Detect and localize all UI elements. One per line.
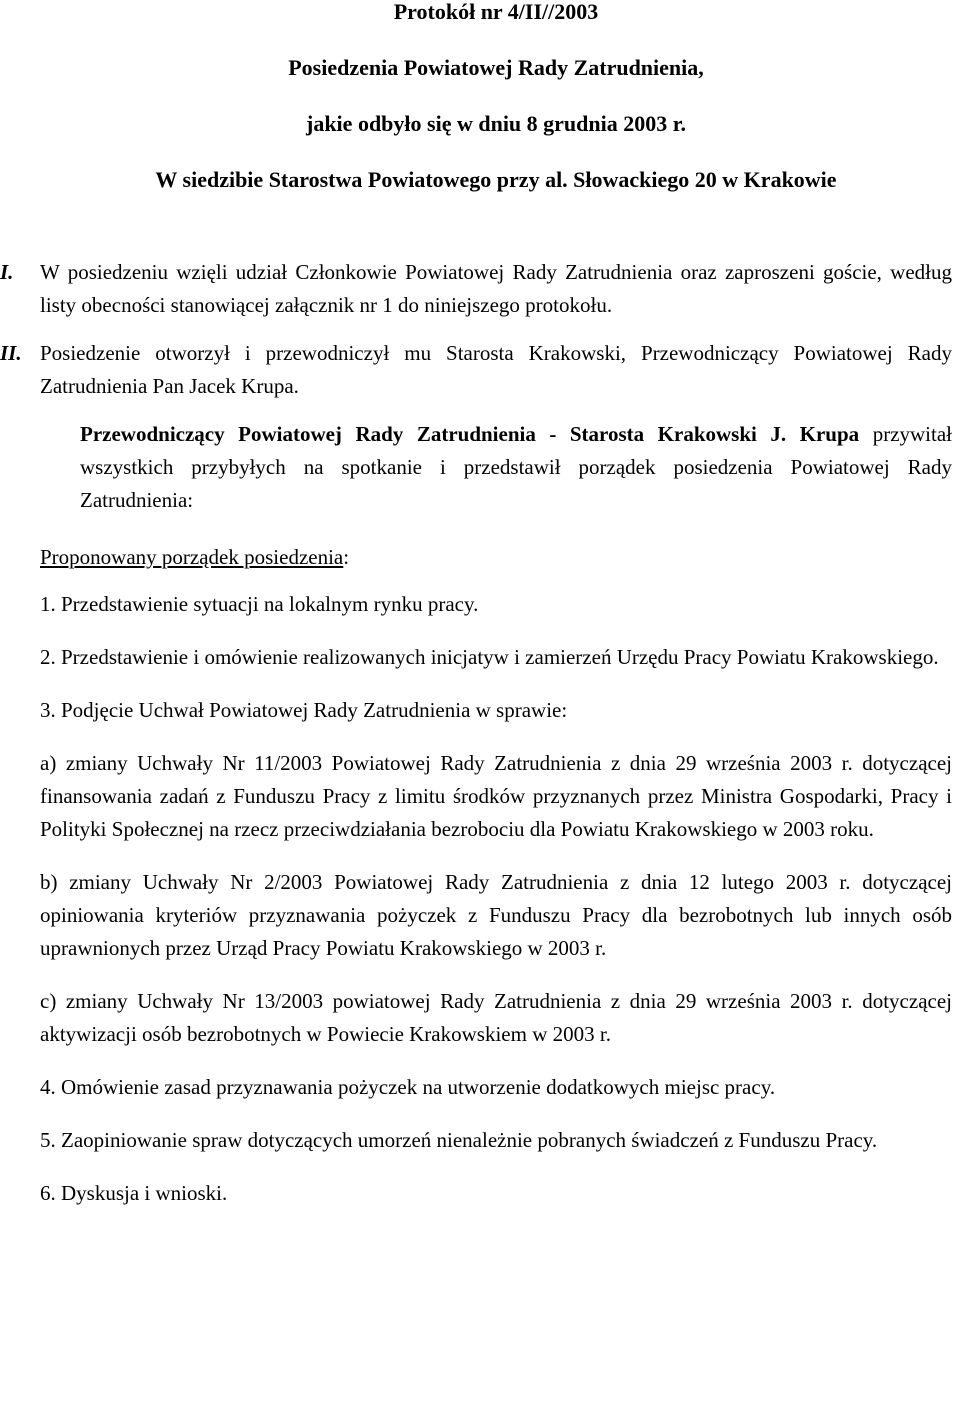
agenda-item-3: 3. Podjęcie Uchwał Powiatowej Rady Zatrudnienia w sprawie: bbox=[40, 698, 568, 722]
protocol-subtitle: Posiedzenia Powiatowej Rady Zatrudnienia, bbox=[288, 55, 704, 80]
section-ii-number: II. bbox=[0, 341, 22, 365]
agenda-item-3a: a) zmiany Uchwały Nr 11/2003 Powiatowej Rady Zatrudnienia z dnia 29 września 2003 r. dotyczącej finansowania zadań z Funduszu Pracy z limitu środków przyznanych przez Ministra Gospodarki, Pracy i Polityki Społecznej na rzecz przeciwdziałania bezrobociu dla Powiatu Krakowskiego w 2003 roku. bbox=[40, 751, 952, 841]
agenda-item-1: 1. Przedstawienie sytuacji na lokalnym rynku pracy. bbox=[40, 592, 479, 616]
agenda-heading bbox=[40, 541, 952, 574]
agenda-item-5: 5. Zaopiniowanie spraw dotyczących umorzeń nienależnie pobranych świadczeń z Funduszu Pracy. bbox=[40, 1128, 878, 1152]
section-i bbox=[0, 256, 952, 322]
agenda-item-2: 2. Przedstawienie i omówienie realizowanych inicjatyw i zamierzeń Urzędu Pracy Powiatu Krakowskiego. bbox=[40, 645, 939, 669]
section-i-number: I. bbox=[0, 260, 14, 284]
section-ii bbox=[0, 337, 952, 403]
protocol-header bbox=[40, 0, 952, 208]
agenda-item-4: 4. Omówienie zasad przyznawania pożyczek na utworzenie dodatkowych miejsc pracy. bbox=[40, 1075, 776, 1099]
meeting-location: W siedzibie Starostwa Powiatowego przy al. Słowackiego 20 w Krakowie bbox=[155, 167, 837, 192]
chairman-name: Przewodniczący Powiatowej Rady Zatrudnienia - Starosta Krakowski J. Krupa bbox=[80, 422, 860, 446]
section-i-text: W posiedzeniu wzięli udział Członkowie Powiatowej Rady Zatrudnienia oraz zaproszeni goście, według listy obecności stanowiącej załącznik nr 1 do niniejszego protokołu. bbox=[40, 260, 952, 317]
agenda-heading-text: Proponowany porządek posiedzenia bbox=[40, 545, 344, 569]
agenda-heading-colon: : bbox=[343, 545, 350, 569]
greeting-text: przywitał wszystkich przybyłych na spotkanie i przedstawił porządek posiedzenia Powiatowej Rady Zatrudnienia: bbox=[80, 422, 953, 512]
chairman-greeting bbox=[80, 418, 952, 517]
agenda-item-6: 6. Dyskusja i wnioski. bbox=[40, 1181, 228, 1205]
agenda-item-3b: b) zmiany Uchwały Nr 2/2003 Powiatowej Rady Zatrudnienia z dnia 12 lutego 2003 r. dotyczącej opiniowania kryteriów przyznawania pożyczek z Funduszu Pracy dla bezrobotnych lub innych osób uprawnionych przez Urząd Pracy Powiatu Krakowskiego w 2003 r. bbox=[40, 870, 952, 960]
agenda-item-3c: c) zmiany Uchwały Nr 13/2003 powiatowej Rady Zatrudnienia z dnia 29 września 2003 r. dotyczącej aktywizacji osób bezrobotnych w Powiecie Krakowskiem w 2003 r. bbox=[40, 989, 952, 1046]
meeting-date: jakie odbyło się w dniu 8 grudnia 2003 r. bbox=[306, 111, 686, 136]
section-ii-text: Posiedzenie otworzył i przewodniczył mu Starosta Krakowski, Przewodniczący Powiatowej Rady Zatrudnienia Pan Jacek Krupa. bbox=[40, 341, 952, 398]
protocol-title: Protokół nr 4/II//2003 bbox=[393, 0, 599, 24]
